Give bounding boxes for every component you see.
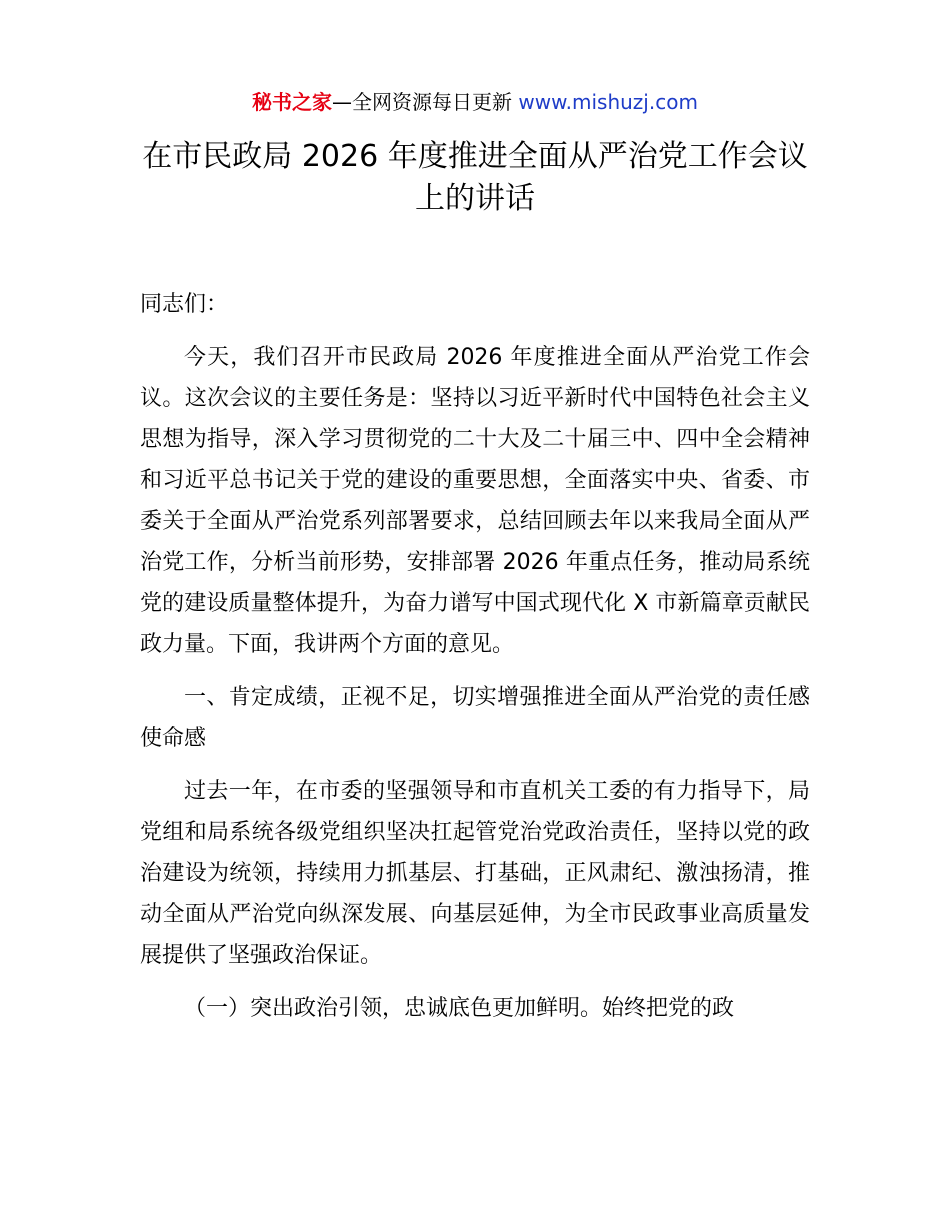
header-tagline: —全网资源每日更新 <box>332 90 519 114</box>
paragraph-intro: 今天，我们召开市民政局 2026 年度推进全面从严治党工作会议。这次会议的主要任务是：坚持以习近平新时代中国特色社会主义思想为指导，深入学习贯彻党的二十大及二十届三中、四中全会精神和习近平总书记关于党的建设的重要思想，全面落实中央、省委、市委关于全面从严治党系列部署要求，总结回顾去年以来我局全面从严治党工作，分析当前形势，安排部署 2026 年重点任务，推动局系统党的建设质量整体提升，为奋力谱写中国式现代化 X 市新篇章贡献民政力量。下面，我讲两个方面的意见。 <box>140 345 810 657</box>
section-heading-1: 一、肯定成绩，正视不足，切实增强推进全面从严治党的责任感使命感 <box>140 685 810 751</box>
document-body <box>140 284 810 1041</box>
paragraph-review: 过去一年，在市委的坚强领导和市直机关工委的有力指导下，局党组和局系统各级党组织坚决扛起管党治党政治责任，坚持以党的政治建设为统领，持续用力抓基层、打基础，正风肃纪、激浊扬清，推动全面从严治党向纵深发展、向基层延伸，为全市民政事业高质量发展提供了坚强政治保证。 <box>140 779 810 968</box>
site-url-link[interactable]: www.mishuzj.com <box>518 90 698 114</box>
subsection-heading-1: （一）突出政治引领，忠诚底色更加鲜明。始终把党的政 <box>184 996 735 1021</box>
brand-name: 秘书之家 <box>252 90 333 114</box>
document-title: 在市民政局 2026 年度推进全面从严治党工作会议上的讲话 <box>142 139 808 216</box>
site-header <box>0 88 950 116</box>
salutation: 同志们： <box>140 292 229 317</box>
